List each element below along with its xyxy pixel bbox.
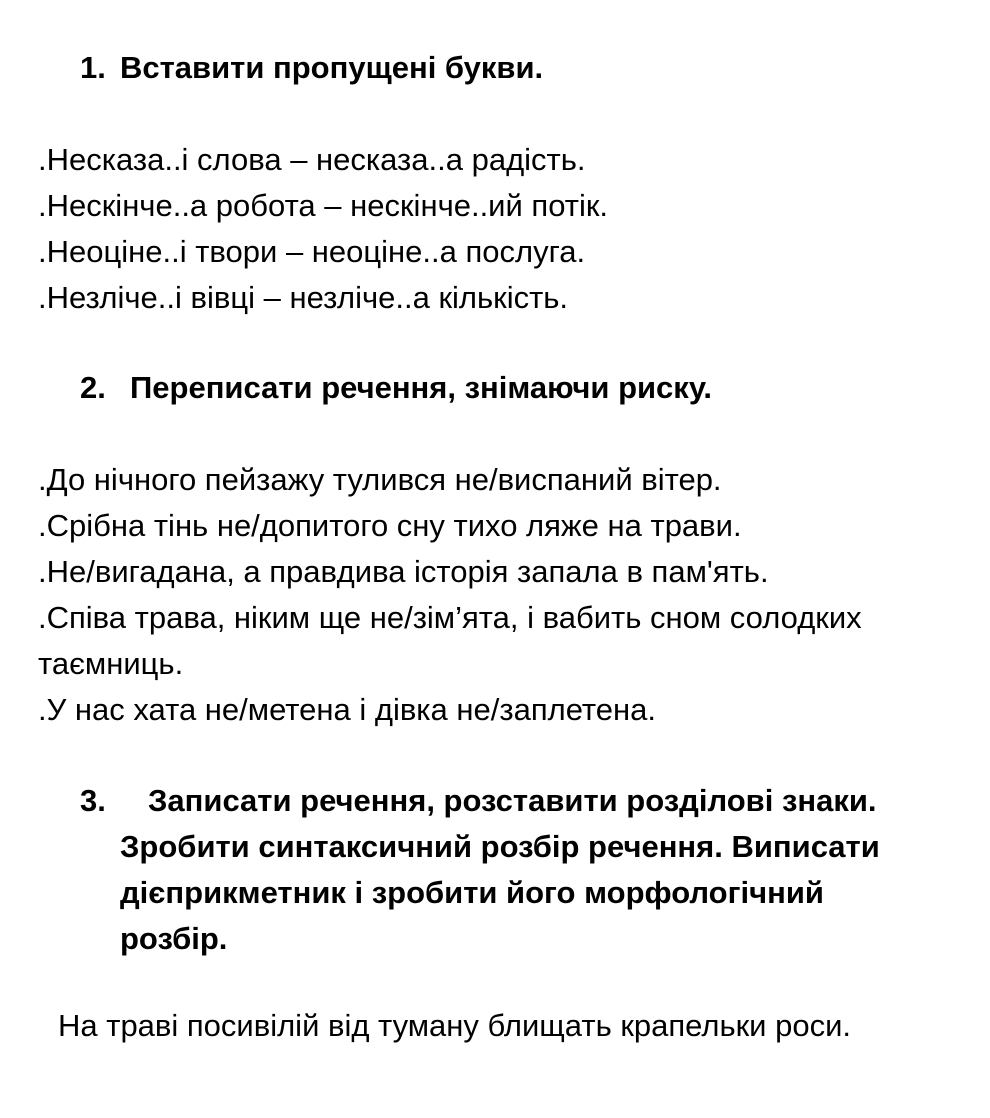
section-3-title-line: розбір.: [120, 921, 228, 956]
exercise-2-line: .Не/вигадана, а правдива історія запала в пам'ять.: [38, 554, 769, 589]
section-1-number: 1.: [80, 50, 106, 85]
exercise-2-line: .У нас хата не/метена і дівка не/заплетена.: [38, 692, 656, 727]
section-2-number: 2.: [80, 370, 106, 405]
section-3-heading: [80, 778, 880, 962]
section-2-title: Переписати речення, знімаючи риску.: [130, 370, 712, 405]
exercise-2-line: .До нічного пейзажу тулився не/виспаний вітер.: [38, 462, 722, 497]
section-3-title-line: Зробити синтаксичний розбір речення. Виписати: [120, 829, 880, 864]
section-1-title: Вставити пропущені букви.: [120, 50, 544, 85]
exercise-2-line: таємниць.: [38, 646, 184, 681]
exercise-1-line: .Неоціне..і твори – неоціне..а послуга.: [38, 234, 586, 269]
exercise-1-line: .Несказа..і слова – несказа..а радість.: [38, 142, 586, 177]
section-1-heading: [80, 45, 543, 91]
section-3-title-line: дієприкметник і зробити його морфологічний: [120, 875, 824, 910]
section-3-title-line: Записати речення, розставити розділові знаки.: [148, 783, 877, 818]
section-2-heading: [80, 365, 712, 411]
exercise-1-line: .Нескінче..а робота – нескінче..ий потік.: [38, 188, 609, 223]
section-3-number: 3.: [80, 783, 106, 818]
exercise-2-line: .Срібна тінь не/допитого сну тихо ляже на трави.: [38, 508, 742, 543]
exercise-3-sentence: На траві посивілій від туману блищать крапельки роси.: [58, 1008, 852, 1043]
exercise-2-line: .Співа трава, ніким ще не/зім’ята, і вабить сном солодких: [38, 600, 862, 635]
exercise-1-line: .Незліче..і вівці – незліче..а кількість.: [38, 280, 569, 315]
